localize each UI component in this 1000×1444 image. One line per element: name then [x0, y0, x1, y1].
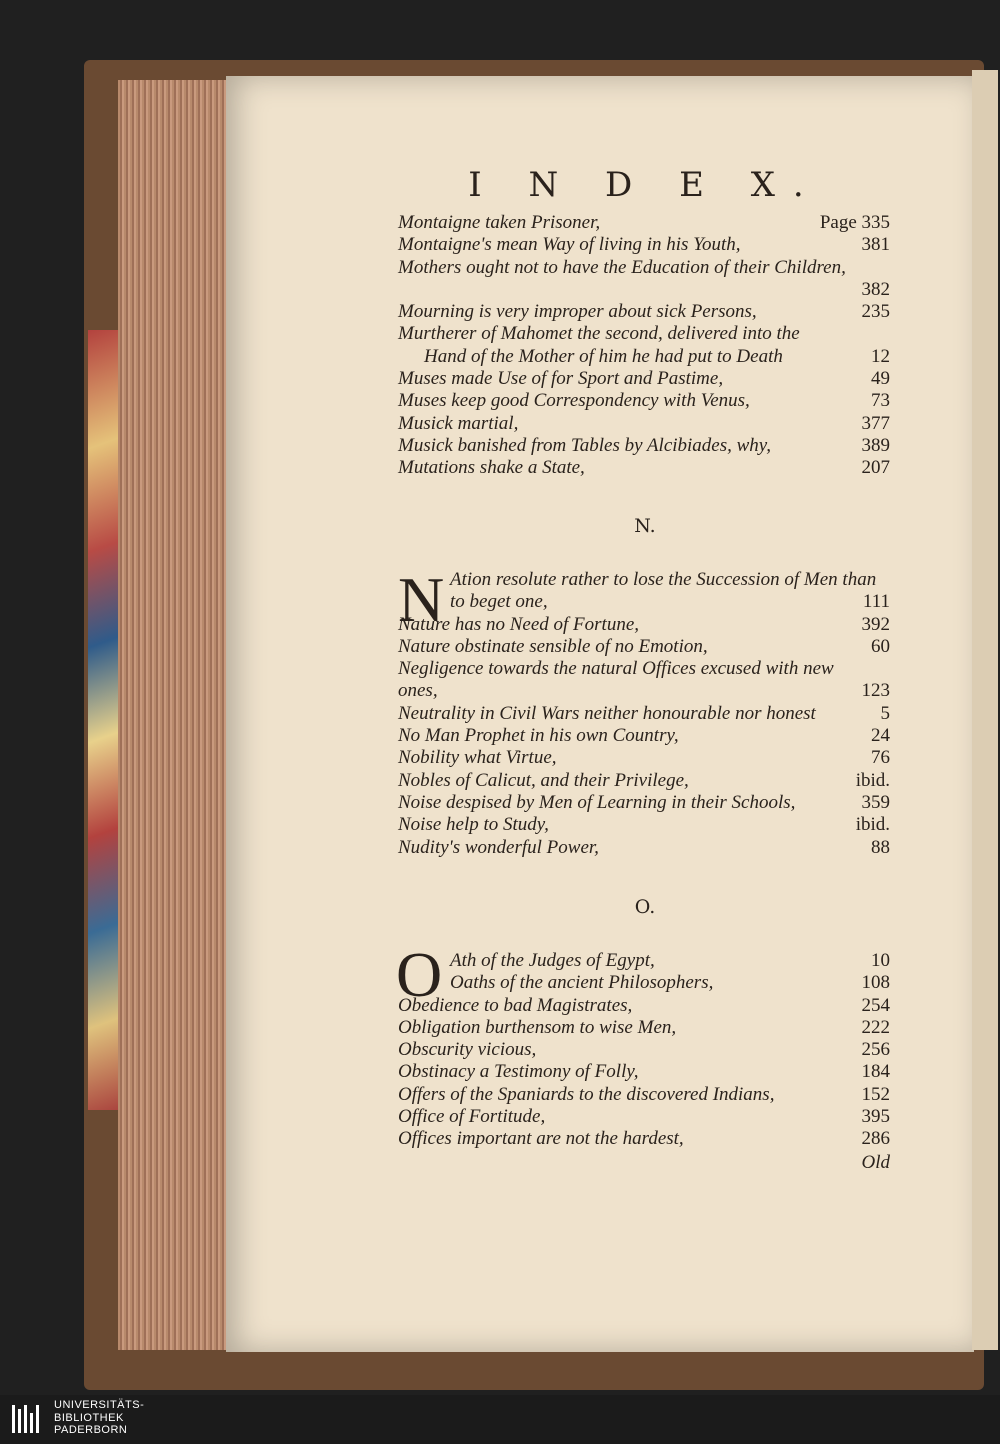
entry-text: Nature has no Need of Fortune, [398, 613, 639, 635]
entry-text: Hand of the Mother of him he had put to Death [424, 345, 783, 367]
n-entries-list [398, 564, 890, 859]
index-entry [398, 792, 890, 814]
entry-page: 12 [871, 345, 890, 367]
entry-text: Nature obstinate sensible of no Emotion, [398, 635, 708, 657]
index-title: I N D E X. [468, 165, 822, 205]
index-entry [398, 747, 890, 769]
index-entry [398, 234, 890, 256]
entry-page: 286 [861, 1128, 890, 1150]
page-edges [118, 80, 230, 1350]
entry-page: 207 [861, 457, 890, 479]
entry-page: 235 [861, 301, 890, 323]
entry-text: Obedience to bad Magistrates, [398, 994, 633, 1016]
entry-page: 392 [861, 613, 890, 635]
index-entry [398, 770, 890, 792]
entry-text: Negligence towards the natural Offices excused with new [398, 658, 834, 680]
index-entry [398, 972, 890, 994]
entry-page: 10 [871, 950, 890, 971]
entry-text: No Man Prophet in his own Country, [398, 725, 679, 747]
entry-text: Montaigne's mean Way of living in his Youth, [398, 234, 741, 256]
entry-text: Nudity's wonderful Power, [398, 836, 599, 858]
index-entry [398, 212, 890, 234]
index-entry [398, 435, 890, 457]
entry-page: 377 [861, 412, 890, 434]
index-entry [398, 680, 890, 702]
index-entry [398, 703, 890, 725]
index-entry [398, 1128, 890, 1150]
entry-text: Nobility what Virtue, [398, 747, 557, 769]
entry-page: ibid. [855, 769, 890, 791]
library-name-line1: UNIVERSITÄTS- [54, 1399, 145, 1411]
o-entries-list [398, 950, 890, 1151]
entry-page: ibid. [855, 814, 890, 836]
index-entry [398, 1106, 890, 1128]
index-entry [398, 323, 890, 345]
entry-page: 395 [861, 1106, 890, 1128]
entry-page: 184 [861, 1061, 890, 1083]
entry-text: ones, [398, 680, 438, 702]
entry-page: 123 [861, 680, 890, 702]
library-footer [0, 1395, 1000, 1444]
index-entry [398, 814, 890, 836]
facing-page-edge [972, 70, 998, 1350]
entry-page: 60 [871, 635, 890, 657]
library-logo-icon [10, 1401, 46, 1437]
entry-text: Neutrality in Civil Wars neither honourable nor honest [398, 702, 816, 724]
library-name [54, 1399, 144, 1437]
entry-page: 152 [861, 1083, 890, 1105]
entry-text: Musick martial, [398, 412, 519, 434]
index-entry [398, 1039, 890, 1061]
section-o-heading: O. [634, 896, 656, 918]
entry-text: Mourning is very improper about sick Persons, [398, 301, 757, 323]
entry-text: Oaths of the ancient Philosophers, [450, 972, 714, 994]
entry-page: 111 [862, 591, 890, 613]
entry-text: Muses made Use of for Sport and Pastime, [398, 368, 724, 390]
index-entry [398, 1017, 890, 1039]
entry-text: Muses keep good Correspondency with Venus, [398, 390, 750, 412]
entry-page: 359 [861, 791, 890, 813]
entry-text: Offers of the Spaniards to the discovered Indians, [398, 1083, 775, 1105]
index-entry [398, 346, 890, 368]
entry-page: 381 [861, 234, 890, 256]
index-entry [398, 950, 890, 972]
entry-page: 389 [861, 434, 890, 456]
entry-page: 382 [861, 278, 890, 300]
index-entry [398, 368, 890, 390]
entry-page: 256 [861, 1039, 890, 1061]
entry-page: 254 [861, 994, 890, 1016]
entry-text: Obligation burthensom to wise Men, [398, 1016, 677, 1038]
entry-text: Murtherer of Mahomet the second, delivered into the [398, 323, 800, 345]
index-entry [398, 614, 890, 636]
index-entry [398, 1061, 890, 1083]
index-entry [398, 413, 890, 435]
index-entry [398, 257, 890, 279]
entry-page: 73 [871, 390, 890, 412]
library-name-line3: PADERBORN [54, 1424, 128, 1436]
entry-page: 24 [871, 725, 890, 747]
catchword-wrap [398, 1152, 890, 1174]
entry-page: 88 [871, 836, 890, 858]
index-entry [398, 569, 890, 591]
entry-text: Ation resolute rather to lose the Succession of Men than [450, 569, 877, 590]
index-entry [398, 636, 890, 658]
entry-text: Obscurity vicious, [398, 1039, 537, 1061]
index-entry [398, 837, 890, 859]
entry-text: Office of Fortitude, [398, 1106, 546, 1128]
entry-text: to beget one, [450, 591, 548, 613]
n-drop-capital: N [398, 564, 445, 635]
library-name-line2: BIBLIOTHEK [54, 1411, 124, 1424]
entry-text: Mothers ought not to have the Education of their Children, [398, 256, 846, 278]
index-entry [398, 995, 890, 1017]
index-entry [398, 725, 890, 747]
index-entry [398, 301, 890, 323]
entry-text: Montaigne taken Prisoner, [398, 212, 601, 233]
entry-text: Noise despised by Men of Learning in their Schools, [398, 791, 796, 813]
section-n-heading: N. [634, 515, 656, 537]
entry-page: 76 [871, 747, 890, 769]
entry-text: Ath of the Judges of Egypt, [450, 950, 655, 971]
index-entry [398, 390, 890, 412]
entry-page: Page 335 [819, 212, 890, 233]
entry-text: Mutations shake a State, [398, 457, 585, 479]
m-entries-list [398, 212, 890, 480]
entry-page: 49 [871, 368, 890, 390]
entry-text: Musick banished from Tables by Alcibiades, why, [398, 434, 771, 456]
catchword: Old [861, 1152, 890, 1173]
entry-page: 222 [861, 1016, 890, 1038]
entry-text: Offices important are not the hardest, [398, 1128, 684, 1150]
entry-text: Nobles of Calicut, and their Privilege, [398, 769, 689, 791]
o-drop-capital: O [396, 939, 443, 1010]
index-entry [398, 1084, 890, 1106]
entry-page: 5 [880, 702, 890, 724]
index-entry [398, 658, 890, 680]
entry-page: 108 [861, 972, 890, 994]
entry-text: Noise help to Study, [398, 814, 549, 836]
index-entry [398, 591, 890, 613]
index-entry [398, 457, 890, 479]
entry-text: Obstinacy a Testimony of Folly, [398, 1061, 639, 1083]
index-entry [398, 279, 890, 301]
